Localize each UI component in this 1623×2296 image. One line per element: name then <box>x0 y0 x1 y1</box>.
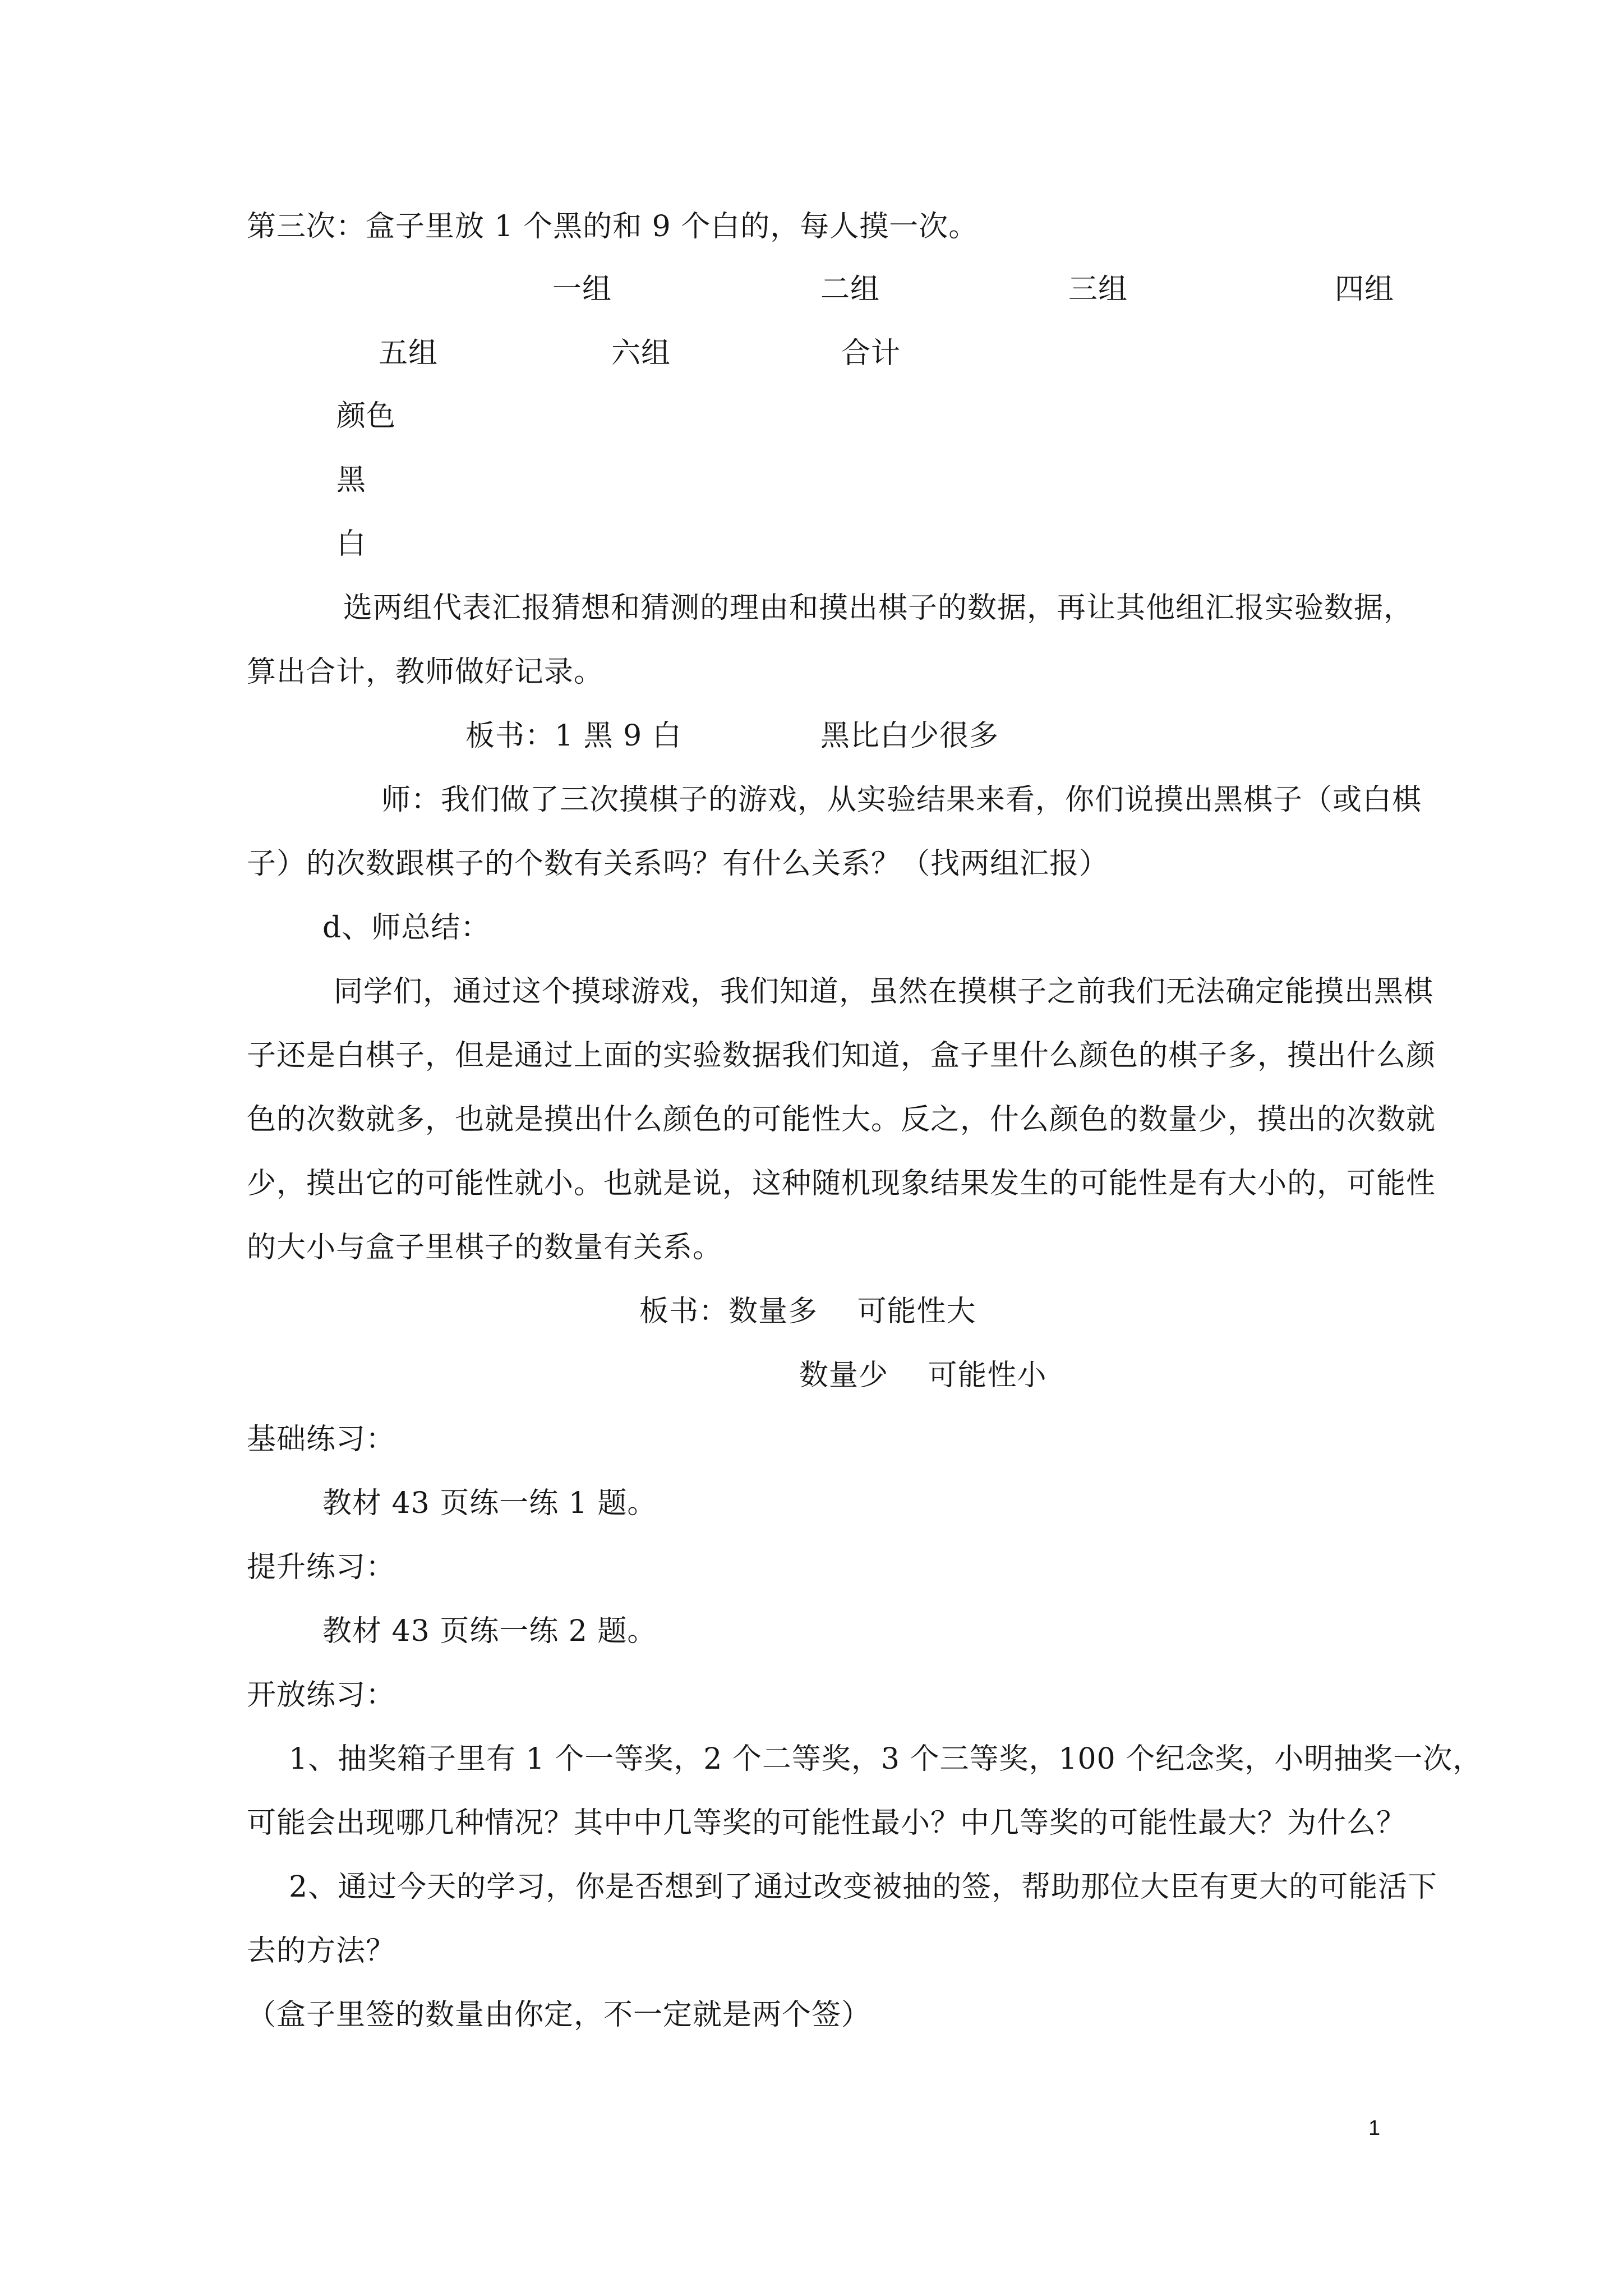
table-header-group-4: 四组 <box>1335 273 1395 306</box>
board-note-line: 数量少 可能性小 <box>799 1359 1047 1392</box>
paragraph-line: 选两组代表汇报猜想和猜测的理由和摸出棋子的数据，再让其他组汇报实验数据， <box>343 591 1414 625</box>
paragraph-line: 同学们，通过这个摸球游戏，我们知道，虽然在摸棋子之前我们无法确定能摸出黑棋 <box>334 975 1434 1009</box>
board-note-left: 板书：1 黑 9 白 <box>465 719 682 753</box>
table-row-label-white: 白 <box>336 527 367 561</box>
open-practice-note: （盒子里签的数量由你定，不一定就是两个签） <box>247 1998 872 2032</box>
table-header-group-5: 五组 <box>379 337 439 370</box>
paragraph-line: 子）的次数跟棋子的个数有关系吗？有什么关系？（找两组汇报） <box>247 847 1109 881</box>
section-heading: 开放练习： <box>247 1678 396 1712</box>
practice-item: 教材 43 页练一练 1 题。 <box>322 1487 657 1520</box>
table-row-label-color: 颜色 <box>336 399 396 433</box>
table-header-group-1: 一组 <box>552 273 612 306</box>
paragraph-line: 子还是白棋子，但是通过上面的实验数据我们知道，盒子里什么颜色的棋子多，摸出什么颜 <box>247 1039 1436 1073</box>
paragraph-line: 少，摸出它的可能性就小。也就是说，这种随机现象结果发生的可能性是有大小的，可能性 <box>247 1167 1436 1200</box>
question-line: 去的方法？ <box>247 1934 396 1968</box>
section-heading: 基础练习： <box>247 1423 396 1456</box>
question-line: 1、抽奖箱子里有 1 个一等奖，2 个二等奖，3 个三等奖，100 个纪念奖，小明抽奖一次， <box>289 1742 1483 1776</box>
question-line: 可能会出现哪几种情况？其中中几等奖的可能性最小？中几等奖的可能性最大？为什么？ <box>247 1806 1407 1840</box>
question-line: 2、通过今天的学习，你是否想到了通过改变被抽的签，帮助那位大臣有更大的可能活下 <box>289 1870 1438 1904</box>
table-header-group-6: 六组 <box>611 337 671 370</box>
practice-item: 教材 43 页练一练 2 题。 <box>322 1614 657 1648</box>
paragraph-line: 师：我们做了三次摸棋子的游戏，从实验结果来看，你们说摸出黑棋子（或白棋 <box>381 783 1422 817</box>
paragraph-line: 色的次数就多，也就是摸出什么颜色的可能性大。反之，什么颜色的数量少，摸出的次数就 <box>247 1103 1436 1137</box>
table-header-group-2: 二组 <box>820 273 880 306</box>
paragraph-line: 的大小与盒子里棋子的数量有关系。 <box>247 1231 723 1264</box>
page-number: 1 <box>1368 2116 1381 2140</box>
summary-heading: d、师总结： <box>322 911 491 945</box>
intro-line: 第三次：盒子里放 1 个黑的和 9 个白的，每人摸一次。 <box>247 210 979 243</box>
table-header-total: 合计 <box>841 337 901 370</box>
paragraph-line: 算出合计，教师做好记录。 <box>247 655 604 689</box>
table-row-label-black: 黑 <box>336 463 367 497</box>
table-header-group-3: 三组 <box>1068 273 1128 306</box>
board-note-right: 黑比白少很多 <box>820 719 999 753</box>
section-heading: 提升练习： <box>247 1550 396 1584</box>
board-note-line: 板书：数量多 可能性大 <box>639 1295 976 1328</box>
